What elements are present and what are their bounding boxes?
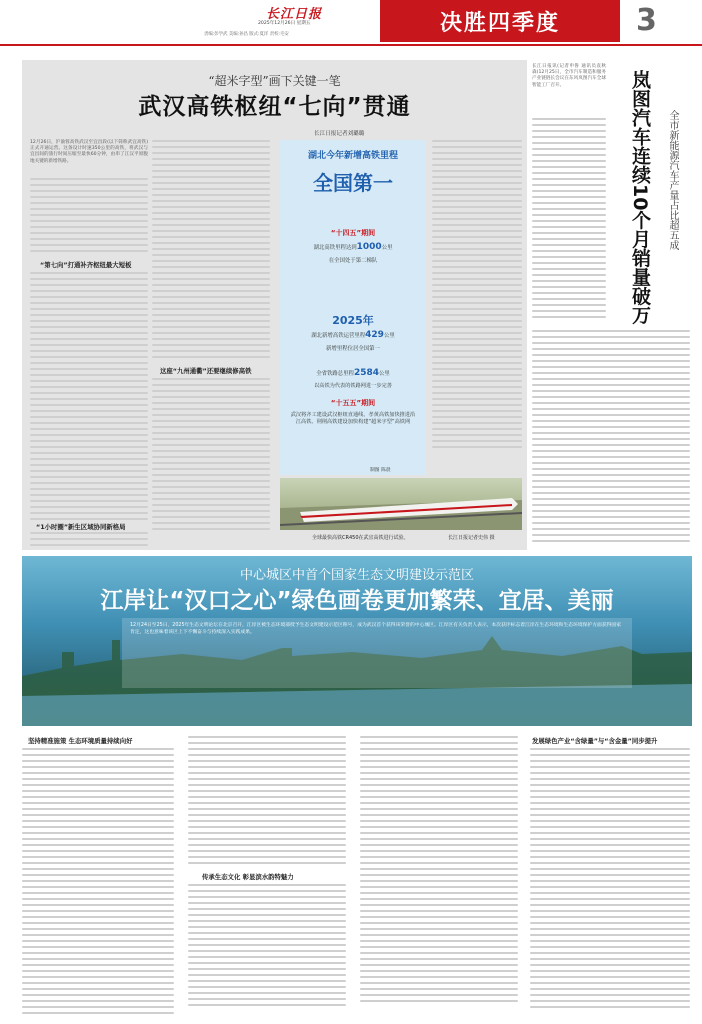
article1-band [22,60,527,550]
infographic-num2: 429 [365,330,384,340]
article3-kicker: 中心城区中首个国家生态文明建设示范区 [239,568,474,583]
masthead-logo: 长江日报 [266,7,323,22]
article3-col-head-2: 传承生态文化 彰显滨水韵特魅力 [202,873,294,881]
article2-text-b [532,330,690,546]
infographic-line1 [280,242,426,252]
masthead-rule [0,44,702,46]
article1-subhead-3: “1小时圈”新生区域协同新格局 [36,523,126,531]
article3-col-head-3: 发展绿色产业“含绿量”与“含金量”同步提升 [532,737,658,745]
infographic [280,140,426,475]
article1-byline: 长江日报记者刘璐璐 [314,131,365,137]
section-title-box [380,0,620,42]
photo-caption: 全球最快高铁CR450在武宜高铁进行试验。 [312,535,409,541]
article1-subhead-2: “第七向”打通补齐枢纽最大短板 [40,261,132,269]
article1-lead: 12月26日，沪渝蓉高铁武汉至宜昌段(以下简称武宜高铁)正式开通运营。这条设计时速350公里的高铁，将武汉与宜昌间的旅行时间压缩至最快60分钟，由串了江汉平原腹地关键的新增铁路。 [30,140,148,164]
infographic-text3b: 公里 [379,371,390,377]
article3-lead: 12月24日至25日，2025年生态文明论坛在北京召开，江岸区被生态环境部授予生态文明建设示范区称号，成为武汉首个获得该荣誉的中心城区。江岸区有关负责人表示，本次获评标志着江岸在生态环境和生态环境保护方面获得国家肯定，这也意味着该区上下不懈奋斗与持续深入实践成果。 [130,623,622,635]
article1-col1-text [30,178,148,256]
article1-headline: 武汉高铁枢纽“七向”贯通 [138,94,411,120]
article3-col-head-1: 坚持精准施策 生态环境质量持续向好 [28,737,133,745]
masthead-date: 2025年12月26日 星期五 [258,21,311,26]
train-illustration [280,478,522,530]
article3-body [22,730,692,1020]
article2-subheadline-text: 全市新能源汽车产量占比超五成 [667,110,678,250]
article3-col3-text [360,736,518,1006]
infographic-big: 全国第一 [313,171,393,195]
article1-col1-text-c [30,532,148,550]
train-photo [280,478,522,530]
article3-col2-text [188,736,346,868]
article2-text-a [532,118,606,322]
infographic-text2b: 公里 [383,333,395,339]
infographic-text2c: 新增里程位居全国第一 [326,346,380,352]
infographic-text4: 武汉将齐工建设武汉枢纽直通线、孝黄高铁加快推进沿江高铁、荆荆高铁建设加快构建“超米字型”高铁网 [290,412,416,426]
article2 [532,60,692,550]
infographic-year: 2025年 [332,314,374,327]
article2-lead-text: 长江日报讯(记者申鲁 通讯员袁秋森)12月25日，全市汽车制造和服务产业链链长会议在东风岚图汽车全球智能工厂召开。 [532,64,606,88]
section-title: 决胜四季度 [439,11,560,36]
infographic-text1c: 在全国处于第二梯队 [328,258,378,264]
article1-subhead-4: 这座“九州通衢”还要继续修高铁 [160,367,252,375]
article1-col3-text [432,140,522,452]
infographic-line3 [280,368,426,378]
article1-col2-text [152,140,270,362]
article2-subheadline [666,110,678,250]
photo-credit: 长江日报记者史伟 摄 [448,535,495,541]
infographic-label2: “十五五”期间 [330,399,376,407]
article1-col1 [30,140,148,165]
article2-headline-text: 岚图汽车连续10个月销量破万 [629,70,651,325]
infographic-text2a: 湖北新增高铁运营里程 [311,333,366,339]
masthead [0,0,702,50]
article3-headline: 江岸让“汉口之心”绿色画卷更加繁荣、宜居、美丽 [100,588,614,614]
infographic-num1: 1000 [356,242,382,252]
article3-col4-text [530,748,690,1012]
infographic-label1: “十四五”期间 [330,229,376,237]
infographic-num3: 2584 [353,368,379,378]
page-number: 3 [636,3,657,38]
infographic-credit: 制图 陈晨 [370,468,391,473]
article2-headline [610,70,650,324]
infographic-text3c: 以高铁为代表的铁路网进一步完善 [314,383,392,389]
article3-lead-box [122,618,632,688]
infographic-text1b: 公里 [381,245,393,251]
infographic-line2 [280,330,426,340]
infographic-text1a: 湖北高铁里程达到 [313,245,357,251]
article3-banner [22,556,692,726]
article3-col1-text [22,748,174,1018]
infographic-title: 湖北今年新增高铁里程 [307,151,398,161]
article1-kicker: “超米字型”画下关键一笔 [208,74,341,88]
infographic-text3a: 全省铁路总里程 [316,371,354,377]
masthead-editors: 责编:彭学武 美编:孙昌 版式:夏洋 责校:毛安 [204,32,289,37]
article3-col2-text-b [188,884,346,1010]
article1-col1-text-b [30,272,148,524]
article2-lead [532,64,606,89]
article1-col2-text-b [152,378,270,534]
